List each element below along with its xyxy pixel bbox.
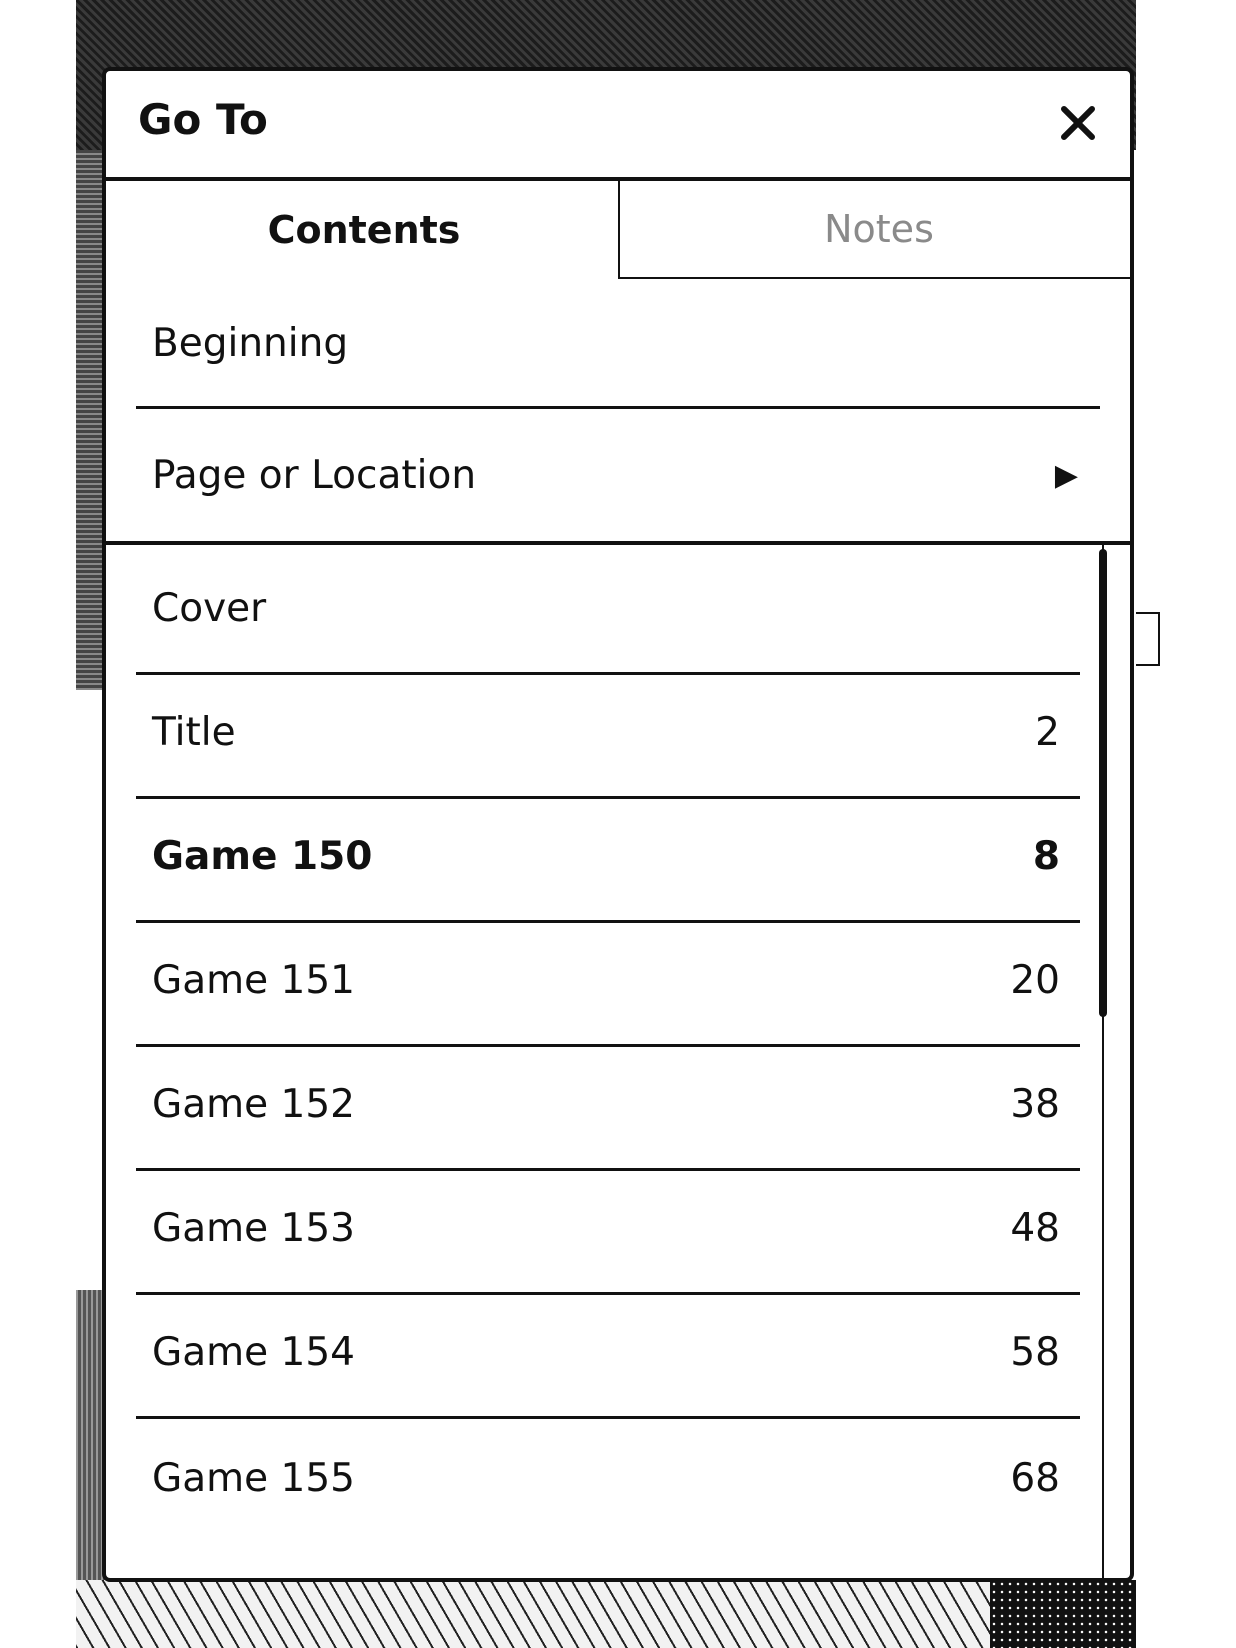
go-to-page-or-location[interactable] — [136, 411, 1100, 539]
close-icon — [1056, 101, 1100, 145]
table-of-contents — [106, 545, 1130, 1578]
tab-contents[interactable]: Contents — [267, 208, 461, 252]
toc-item-page: 20 — [1010, 958, 1060, 1003]
toc-item-label: Game 150 — [152, 834, 373, 879]
toc-item-current[interactable] — [136, 793, 1080, 923]
toc-item-label: Game 154 — [152, 1330, 355, 1375]
toc-item-label: Game 152 — [152, 1082, 355, 1127]
beginning-label: Beginning — [152, 321, 349, 366]
toc-item[interactable] — [136, 545, 1080, 675]
toc-item-page: 2 — [1035, 710, 1060, 755]
toc-item-page: 68 — [1010, 1455, 1060, 1501]
toc-item[interactable] — [136, 1041, 1080, 1171]
toc-item-label: Game 153 — [152, 1206, 355, 1251]
tab-notes[interactable]: Notes — [618, 181, 1134, 279]
scrollbar-thumb[interactable] — [1099, 549, 1107, 1017]
toc-item-label: Game 151 — [152, 958, 355, 1003]
toc-item-label: Cover — [152, 586, 267, 631]
toc-item[interactable] — [136, 669, 1080, 799]
toc-item[interactable] — [136, 1289, 1080, 1419]
close-button[interactable] — [1056, 101, 1100, 145]
toc-item-label: Title — [152, 710, 236, 755]
toc-item[interactable] — [136, 917, 1080, 1047]
manga-panel-bottom-right — [990, 1580, 1136, 1648]
manga-panel-edge — [1136, 612, 1160, 666]
toc-item-page: 38 — [1010, 1082, 1060, 1127]
toc-item-page: 48 — [1010, 1206, 1060, 1251]
go-to-dialog — [102, 67, 1134, 1582]
toc-item[interactable] — [136, 1413, 1080, 1543]
dialog-title: Go To — [138, 95, 268, 144]
toc-item-label: Game 155 — [152, 1455, 355, 1501]
page-or-location-label: Page or Location — [152, 452, 477, 498]
go-to-beginning[interactable] — [136, 281, 1100, 409]
dialog-header — [106, 71, 1130, 181]
tab-bar — [106, 181, 1130, 279]
toc-item-page: 8 — [1032, 834, 1060, 879]
triangle-right-icon: ▶ — [1054, 457, 1078, 493]
manga-panel-bottom — [76, 1580, 1136, 1648]
toc-item-page: 58 — [1010, 1330, 1060, 1375]
toc-item[interactable] — [136, 1165, 1080, 1295]
